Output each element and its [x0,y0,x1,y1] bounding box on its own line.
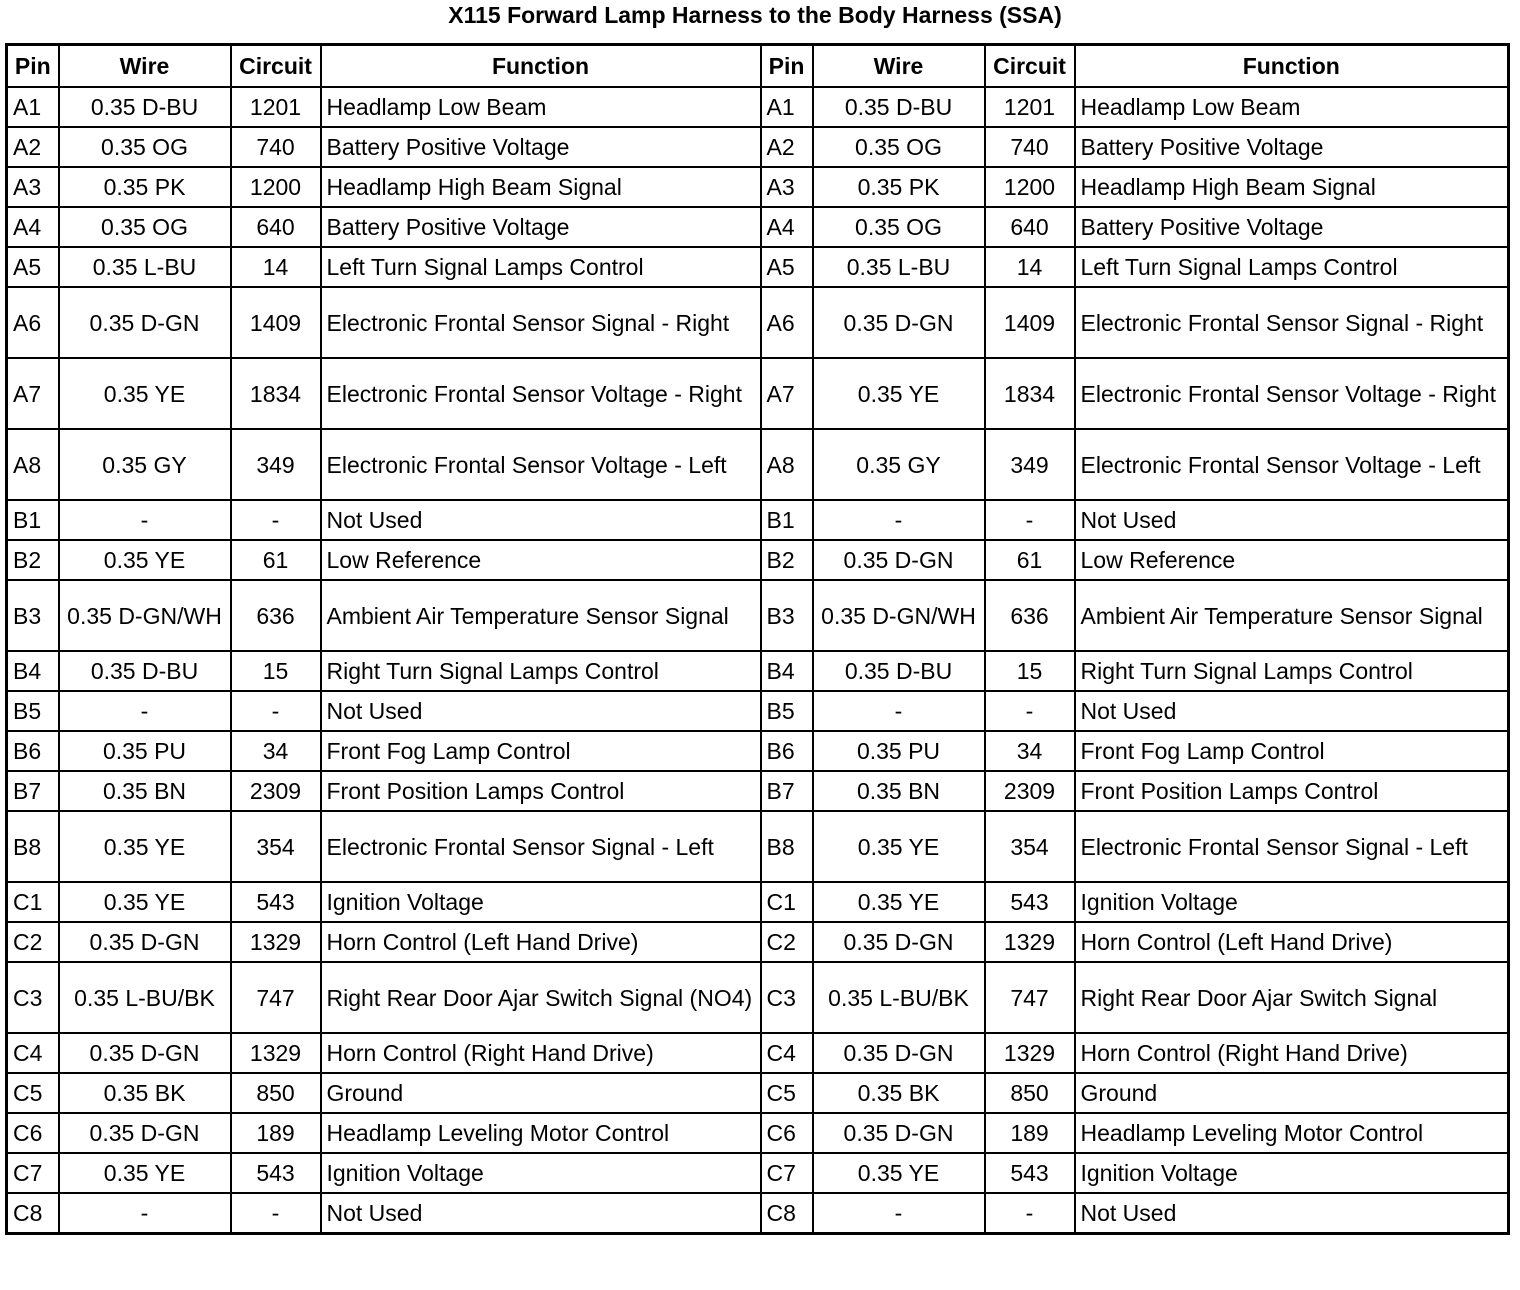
left-wire-cell: 0.35 PK [59,167,231,207]
right-circuit-cell: 34 [985,731,1075,771]
left-circuit-cell: 349 [231,429,321,500]
left-pin-cell: C4 [7,1033,59,1073]
right-function-cell: Battery Positive Voltage [1075,127,1509,167]
right-circuit-cell: 747 [985,962,1075,1033]
table-row [7,731,1509,771]
right-wire-cell: 0.35 D-GN [813,540,985,580]
left-function-cell: Headlamp Low Beam [321,87,761,127]
right-wire-cell: 0.35 D-GN [813,1033,985,1073]
left-circuit-cell: 354 [231,811,321,882]
right-pin-cell: C7 [761,1153,813,1193]
right-wire-cell: 0.35 L-BU [813,247,985,287]
header-function-left: Function [321,45,761,88]
left-pin-cell: B5 [7,691,59,731]
right-circuit-cell: 636 [985,580,1075,651]
table-row [7,87,1509,127]
right-function-cell: Horn Control (Right Hand Drive) [1075,1033,1509,1073]
left-wire-cell: 0.35 YE [59,540,231,580]
table-row [7,922,1509,962]
left-wire-cell: 0.35 L-BU [59,247,231,287]
right-circuit-cell: 1329 [985,922,1075,962]
right-function-cell: Front Position Lamps Control [1075,771,1509,811]
right-wire-cell: - [813,500,985,540]
right-function-cell: Battery Positive Voltage [1075,207,1509,247]
left-circuit-cell: 2309 [231,771,321,811]
right-function-cell: Ignition Voltage [1075,1153,1509,1193]
right-wire-cell: - [813,691,985,731]
right-wire-cell: 0.35 D-BU [813,651,985,691]
right-pin-cell: B4 [761,651,813,691]
left-pin-cell: B6 [7,731,59,771]
right-wire-cell: 0.35 OG [813,127,985,167]
left-function-cell: Headlamp High Beam Signal [321,167,761,207]
right-pin-cell: C8 [761,1193,813,1234]
right-pin-cell: C1 [761,882,813,922]
header-circuit-left: Circuit [231,45,321,88]
header-wire-left: Wire [59,45,231,88]
table-row [7,1153,1509,1193]
right-pin-cell: B2 [761,540,813,580]
left-circuit-cell: 1329 [231,1033,321,1073]
left-wire-cell: 0.35 D-BU [59,87,231,127]
left-pin-cell: C6 [7,1113,59,1153]
left-function-cell: Not Used [321,1193,761,1234]
right-circuit-cell: 640 [985,207,1075,247]
right-circuit-cell: 543 [985,1153,1075,1193]
right-pin-cell: A2 [761,127,813,167]
left-circuit-cell: - [231,691,321,731]
left-circuit-cell: 61 [231,540,321,580]
left-wire-cell: 0.35 OG [59,207,231,247]
right-function-cell: Not Used [1075,500,1509,540]
left-wire-cell: 0.35 D-GN [59,922,231,962]
right-circuit-cell: 850 [985,1073,1075,1113]
right-wire-cell: 0.35 D-GN [813,1113,985,1153]
right-circuit-cell: 61 [985,540,1075,580]
right-circuit-cell: 189 [985,1113,1075,1153]
left-wire-cell: 0.35 GY [59,429,231,500]
left-pin-cell: C1 [7,882,59,922]
left-circuit-cell: 1834 [231,358,321,429]
table-body [7,87,1509,1234]
right-circuit-cell: 354 [985,811,1075,882]
right-circuit-cell: - [985,691,1075,731]
header-pin-left: Pin [7,45,59,88]
right-wire-cell: 0.35 D-GN [813,922,985,962]
right-pin-cell: A5 [761,247,813,287]
right-function-cell: Horn Control (Left Hand Drive) [1075,922,1509,962]
left-function-cell: Low Reference [321,540,761,580]
right-wire-cell: 0.35 YE [813,1153,985,1193]
left-function-cell: Front Position Lamps Control [321,771,761,811]
left-function-cell: Left Turn Signal Lamps Control [321,247,761,287]
left-pin-cell: A8 [7,429,59,500]
table-row [7,1193,1509,1234]
right-pin-cell: C6 [761,1113,813,1153]
left-pin-cell: C3 [7,962,59,1033]
header-wire-right: Wire [813,45,985,88]
table-row [7,500,1509,540]
right-function-cell: Low Reference [1075,540,1509,580]
header-function-right: Function [1075,45,1509,88]
left-circuit-cell: 189 [231,1113,321,1153]
left-pin-cell: C5 [7,1073,59,1113]
left-wire-cell: 0.35 BK [59,1073,231,1113]
left-pin-cell: B1 [7,500,59,540]
left-pin-cell: C7 [7,1153,59,1193]
right-function-cell: Ignition Voltage [1075,882,1509,922]
right-pin-cell: C2 [761,922,813,962]
left-wire-cell: 0.35 D-GN/WH [59,580,231,651]
left-function-cell: Not Used [321,691,761,731]
table-row [7,540,1509,580]
right-function-cell: Electronic Frontal Sensor Voltage - Left [1075,429,1509,500]
right-wire-cell: 0.35 OG [813,207,985,247]
right-pin-cell: C3 [761,962,813,1033]
right-pin-cell: B5 [761,691,813,731]
right-circuit-cell: 2309 [985,771,1075,811]
left-pin-cell: B2 [7,540,59,580]
table-row [7,287,1509,358]
left-wire-cell: - [59,691,231,731]
right-circuit-cell: - [985,1193,1075,1234]
right-pin-cell: C4 [761,1033,813,1073]
table-row [7,127,1509,167]
header-circuit-right: Circuit [985,45,1075,88]
right-circuit-cell: 1201 [985,87,1075,127]
left-circuit-cell: 1409 [231,287,321,358]
left-function-cell: Horn Control (Right Hand Drive) [321,1033,761,1073]
right-pin-cell: A4 [761,207,813,247]
right-pin-cell: B3 [761,580,813,651]
left-pin-cell: B8 [7,811,59,882]
right-function-cell: Front Fog Lamp Control [1075,731,1509,771]
left-function-cell: Electronic Frontal Sensor Voltage - Right [321,358,761,429]
table-row [7,1113,1509,1153]
header-row [7,45,1509,88]
left-circuit-cell: 747 [231,962,321,1033]
right-wire-cell: 0.35 BK [813,1073,985,1113]
right-wire-cell: 0.35 D-GN [813,287,985,358]
left-wire-cell: - [59,500,231,540]
right-circuit-cell: 1329 [985,1033,1075,1073]
left-pin-cell: A1 [7,87,59,127]
left-function-cell: Right Rear Door Ajar Switch Signal (NO4) [321,962,761,1033]
right-function-cell: Electronic Frontal Sensor Voltage - Right [1075,358,1509,429]
left-pin-cell: C8 [7,1193,59,1234]
left-function-cell: Not Used [321,500,761,540]
right-wire-cell: 0.35 PK [813,167,985,207]
right-circuit-cell: - [985,500,1075,540]
right-function-cell: Right Rear Door Ajar Switch Signal [1075,962,1509,1033]
right-pin-cell: A7 [761,358,813,429]
right-wire-cell: 0.35 BN [813,771,985,811]
left-function-cell: Electronic Frontal Sensor Voltage - Left [321,429,761,500]
left-function-cell: Battery Positive Voltage [321,127,761,167]
left-function-cell: Ignition Voltage [321,1153,761,1193]
table-row [7,882,1509,922]
table-row [7,247,1509,287]
table-row [7,1073,1509,1113]
left-pin-cell: B7 [7,771,59,811]
left-wire-cell: 0.35 YE [59,882,231,922]
right-circuit-cell: 543 [985,882,1075,922]
right-wire-cell: 0.35 YE [813,811,985,882]
left-pin-cell: A6 [7,287,59,358]
left-pin-cell: A4 [7,207,59,247]
right-function-cell: Not Used [1075,1193,1509,1234]
right-function-cell: Ambient Air Temperature Sensor Signal [1075,580,1509,651]
table-row [7,962,1509,1033]
left-wire-cell: 0.35 D-GN [59,1033,231,1073]
left-circuit-cell: 740 [231,127,321,167]
left-circuit-cell: 1200 [231,167,321,207]
right-pin-cell: C5 [761,1073,813,1113]
left-wire-cell: 0.35 BN [59,771,231,811]
pin-table [5,43,1510,1235]
right-wire-cell: 0.35 D-BU [813,87,985,127]
left-function-cell: Ground [321,1073,761,1113]
table-row [7,580,1509,651]
left-circuit-cell: 850 [231,1073,321,1113]
left-function-cell: Electronic Frontal Sensor Signal - Left [321,811,761,882]
left-wire-cell: 0.35 D-BU [59,651,231,691]
table-row [7,358,1509,429]
left-circuit-cell: 15 [231,651,321,691]
right-pin-cell: A6 [761,287,813,358]
right-pin-cell: B8 [761,811,813,882]
right-wire-cell: 0.35 YE [813,358,985,429]
left-pin-cell: A2 [7,127,59,167]
right-circuit-cell: 14 [985,247,1075,287]
right-function-cell: Not Used [1075,691,1509,731]
right-function-cell: Ground [1075,1073,1509,1113]
left-pin-cell: C2 [7,922,59,962]
left-circuit-cell: 636 [231,580,321,651]
left-wire-cell: - [59,1193,231,1234]
right-circuit-cell: 1409 [985,287,1075,358]
left-wire-cell: 0.35 YE [59,358,231,429]
right-circuit-cell: 740 [985,127,1075,167]
left-circuit-cell: 14 [231,247,321,287]
table-row [7,691,1509,731]
left-circuit-cell: - [231,1193,321,1234]
table-row [7,771,1509,811]
page-title: X115 Forward Lamp Harness to the Body Harness (SSA) [448,2,1062,28]
left-wire-cell: 0.35 L-BU/BK [59,962,231,1033]
right-wire-cell: 0.35 D-GN/WH [813,580,985,651]
left-function-cell: Horn Control (Left Hand Drive) [321,922,761,962]
right-function-cell: Headlamp High Beam Signal [1075,167,1509,207]
left-pin-cell: B4 [7,651,59,691]
table-row [7,811,1509,882]
right-circuit-cell: 1834 [985,358,1075,429]
right-wire-cell: 0.35 YE [813,882,985,922]
right-pin-cell: B7 [761,771,813,811]
table-row [7,651,1509,691]
table-row [7,167,1509,207]
header-pin-right: Pin [761,45,813,88]
right-circuit-cell: 1200 [985,167,1075,207]
right-circuit-cell: 349 [985,429,1075,500]
right-pin-cell: A1 [761,87,813,127]
left-circuit-cell: 34 [231,731,321,771]
right-wire-cell: 0.35 GY [813,429,985,500]
right-wire-cell: 0.35 PU [813,731,985,771]
right-circuit-cell: 15 [985,651,1075,691]
left-function-cell: Electronic Frontal Sensor Signal - Right [321,287,761,358]
right-wire-cell: 0.35 L-BU/BK [813,962,985,1033]
right-pin-cell: B6 [761,731,813,771]
right-function-cell: Left Turn Signal Lamps Control [1075,247,1509,287]
left-pin-cell: B3 [7,580,59,651]
right-function-cell: Headlamp Low Beam [1075,87,1509,127]
right-wire-cell: - [813,1193,985,1234]
left-pin-cell: A7 [7,358,59,429]
left-wire-cell: 0.35 OG [59,127,231,167]
left-function-cell: Battery Positive Voltage [321,207,761,247]
left-function-cell: Ambient Air Temperature Sensor Signal [321,580,761,651]
right-function-cell: Electronic Frontal Sensor Signal - Left [1075,811,1509,882]
table-row [7,429,1509,500]
left-circuit-cell: 1329 [231,922,321,962]
right-function-cell: Electronic Frontal Sensor Signal - Right [1075,287,1509,358]
left-wire-cell: 0.35 YE [59,1153,231,1193]
table-row [7,1033,1509,1073]
left-circuit-cell: 640 [231,207,321,247]
right-pin-cell: A8 [761,429,813,500]
left-function-cell: Right Turn Signal Lamps Control [321,651,761,691]
right-function-cell: Headlamp Leveling Motor Control [1075,1113,1509,1153]
right-function-cell: Right Turn Signal Lamps Control [1075,651,1509,691]
left-circuit-cell: 543 [231,1153,321,1193]
left-function-cell: Front Fog Lamp Control [321,731,761,771]
left-wire-cell: 0.35 PU [59,731,231,771]
left-wire-cell: 0.35 D-GN [59,287,231,358]
table-row [7,207,1509,247]
left-wire-cell: 0.35 YE [59,811,231,882]
left-circuit-cell: 543 [231,882,321,922]
left-function-cell: Ignition Voltage [321,882,761,922]
left-circuit-cell: 1201 [231,87,321,127]
right-pin-cell: B1 [761,500,813,540]
left-wire-cell: 0.35 D-GN [59,1113,231,1153]
right-pin-cell: A3 [761,167,813,207]
left-circuit-cell: - [231,500,321,540]
left-pin-cell: A3 [7,167,59,207]
left-pin-cell: A5 [7,247,59,287]
left-function-cell: Headlamp Leveling Motor Control [321,1113,761,1153]
